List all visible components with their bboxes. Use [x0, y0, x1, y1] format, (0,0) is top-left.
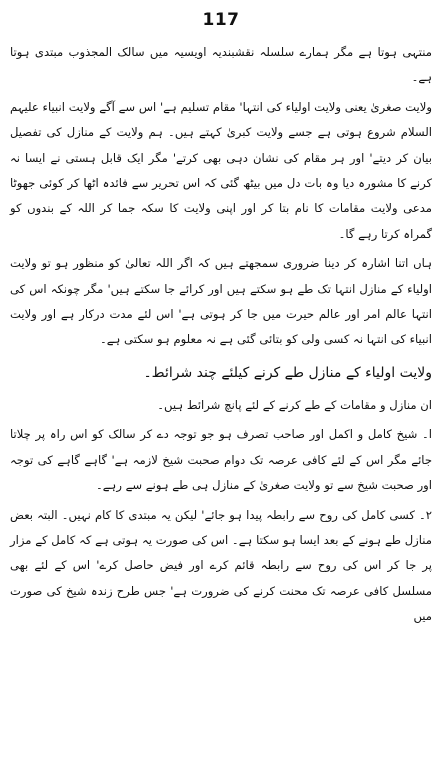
page-number: 117 — [202, 10, 240, 30]
conditions-intro: ان منازل و مقامات کے طے کرنے کے لئے پانچ شرائط ہیں۔ — [157, 397, 432, 412]
section-heading: ولایت اولیاء کے منازل طے کرنے کیلئے چند شرائط۔ — [143, 364, 432, 381]
condition-item: ا۔ شیخ کامل و اکمل اور صاحب تصرف ہو جو توجہ دے کر سالک کو اس راہ پر چلاتا جائے مگر اس کے لئے کافی عرصہ تک دوام صحبت شیخ لازمہ ہے' گاہے گاہے کی توجہ اور صحبت شیخ سے تو ولایت صغریٰ کے منازل ہی طے ہونے سے رہے۔ — [10, 427, 432, 493]
paragraph: ہاں اتنا اشارہ کر دینا ضروری سمجھتے ہیں کہ اگر اللہ تعالیٰ کو منظور ہو تو ولایت اولیاء کے منازل انتہا تک طے ہو سکتے ہیں اور کرائے جا سکتے ہیں' مگر چونکہ اس کی انتہا عالم امر اور عالم حیرت میں جا کر ہوتی ہے' اس لئے مدت درکار ہے اور ولایت انبیاء کی انتہا نہ کسی ولی کو بتائی گئی ہے نہ معلوم ہو سکتی ہے۔ — [10, 256, 432, 347]
paragraph: ولایت صغریٰ یعنی ولایت اولیاء کی انتہا' مقام تسلیم ہے' اس سے آگے ولایت انبیاء علیہم السلام شروع ہوتی ہے جسے ولایت کبریٰ کہتے ہیں۔ ہم ولایت کے منازل کی تفصیل بیان کر دیتے' اور ہر مقام کی نشان دہی بھی کرتے' مگر ایک قابل ہستی نے ایسا نہ کرنے کا مشورہ دیا وہ بات دل میں بیٹھ گئی کہ اس تحریر سے فائدہ اٹھا کر کوئی جھوٹا مدعی ولایت مقامات کا نام بتا کر اور اپنی ولایت کا سکہ جما کر اللہ کے بندوں کو گمراہ کرتا رہے گا۔ — [10, 99, 432, 241]
condition-item: ۲۔ کسی کامل کی روح سے رابطہ پیدا ہو جائے' لیکن یہ مبتدی کا کام نہیں۔ البتہ بعض منازل طے ہونے کے بعد ایسا ہو سکتا ہے۔ اس کی صورت یہ ہوتی ہے کہ کامل کے مزار پر جا کر اس کی روح سے رابطہ قائم کرے اور فیض حاصل کرے' اس کے لئے بھی مسلسل کافی عرصہ تک محنت کرنے کی ضرورت ہے' جس طرح زندہ شیخ کی صورت میں — [10, 507, 432, 624]
paragraph: منتہی ہوتا ہے مگر ہمارے سلسلہ نقشبندیہ اویسیہ میں سالک المجذوب مبتدی ہوتا ہے۔ — [10, 45, 432, 85]
page-body — [10, 40, 432, 634]
